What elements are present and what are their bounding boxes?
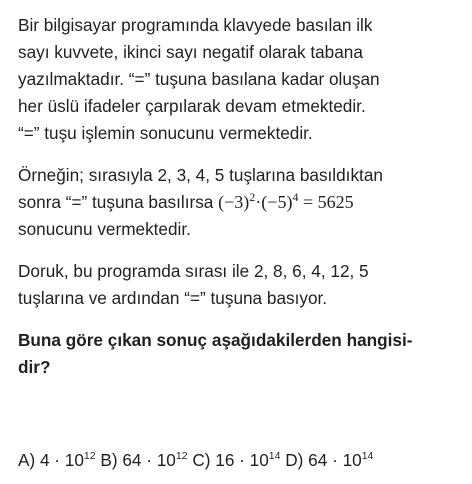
option-value: 4 · 10 — [39, 450, 84, 470]
scenario-paragraph — [18, 258, 464, 312]
statement-line: yazılmaktadır. “=” tuşuna basılana kadar oluşan — [18, 69, 380, 89]
scenario-line: tuşlarına ve ardından “=” tuşuna basıyor. — [18, 288, 328, 308]
example-line: sonucunu vermektedir. — [18, 219, 191, 239]
question-line: Buna göre çıkan sonuç aşağıdakilerden hangisi- — [18, 330, 413, 350]
option-b[interactable] — [100, 450, 187, 470]
option-value: 64 · 10 — [308, 450, 362, 470]
example-paragraph — [18, 162, 464, 243]
formula-exponent-1: 2 — [249, 190, 256, 204]
answer-options — [18, 447, 373, 474]
option-value: 64 · 10 — [122, 450, 176, 470]
statement-line: her üslü ifadeler çarpılarak devam etmektedir. — [18, 96, 366, 116]
formula-result: = 5625 — [302, 192, 354, 212]
option-exponent: 14 — [268, 450, 281, 462]
statement-line: sayı kuvvete, ikinci sayı negatif olarak tabana — [18, 42, 363, 62]
option-letter: A) — [18, 450, 36, 470]
question-prompt — [18, 327, 464, 381]
option-value: 16 · 10 — [215, 450, 269, 470]
example-text: sonra “=” tuşuna basılırsa — [18, 192, 214, 212]
scenario-line: Doruk, bu programda sırası ile 2, 8, 6, 4, 12, 5 — [18, 261, 369, 281]
statement-line: Bir bilgisayar programında klavyede basılan ilk — [18, 15, 373, 35]
option-letter: D) — [285, 450, 304, 470]
formula-exponent-2: 4 — [292, 190, 299, 204]
question-line: dir? — [18, 357, 51, 377]
example-line: Örneğin; sırasıyla 2, 3, 4, 5 tuşlarına basıldıktan — [18, 165, 383, 185]
example-formula — [218, 192, 353, 212]
option-letter: B) — [100, 450, 118, 470]
option-exponent: 12 — [83, 450, 96, 462]
formula-dot: · — [255, 192, 262, 212]
option-exponent: 12 — [175, 450, 188, 462]
option-d[interactable] — [285, 450, 373, 470]
formula-base-2: (−5) — [261, 192, 293, 212]
option-letter: C) — [192, 450, 211, 470]
option-exponent: 14 — [361, 450, 374, 462]
option-c[interactable] — [192, 450, 280, 470]
option-a[interactable] — [18, 450, 96, 470]
question-body — [18, 12, 464, 381]
statement-line: “=” tuşu işlemin sonucunu vermektedir. — [18, 123, 313, 143]
example-line-with-formula — [18, 189, 464, 216]
formula-base-1: (−3) — [218, 192, 250, 212]
problem-statement — [18, 12, 464, 147]
